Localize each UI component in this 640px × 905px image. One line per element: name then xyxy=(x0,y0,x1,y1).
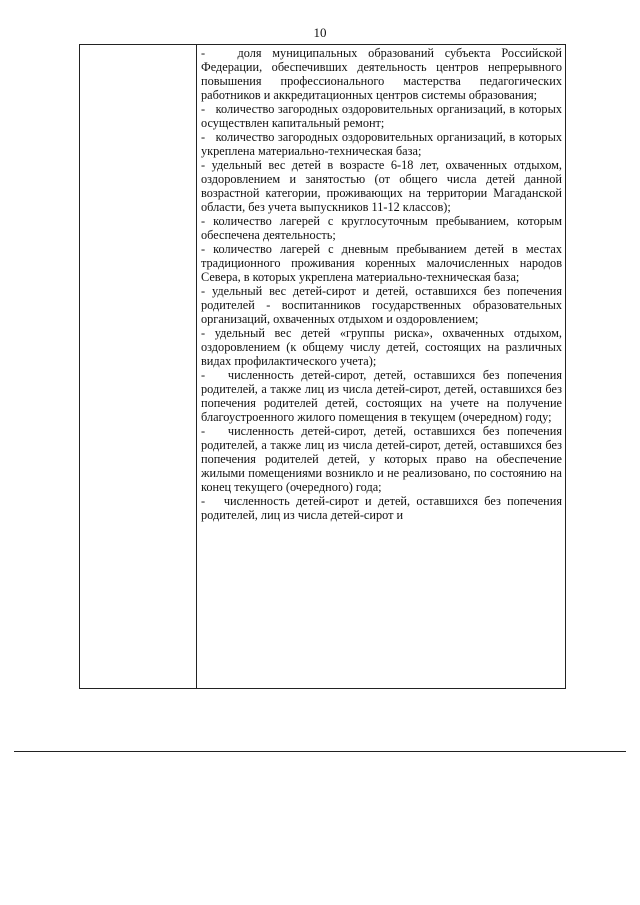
indicator-item: - численность детей-сирот, детей, оставшихся без попечения родителей, а также лиц из числа детей-сирот, детей, оставшихся без попечения родителей детей, состоящих на учете на получение благоустроенного жилого помещения в текущем (очередном) году; xyxy=(201,368,562,424)
indicators-table xyxy=(79,44,566,689)
indicator-item: - удельный вес детей в возрасте 6-18 лет, охваченных отдыхом, оздоровлением и занятостью (от общего числа детей данной возрастной категории, проживающих на территории Магаданской области, без учета выпускников 11-12 классов); xyxy=(201,158,562,214)
indicator-item: - количество загородных оздоровительных организаций, в которых осуществлен капитальный ремонт; xyxy=(201,102,562,130)
indicator-item: - численность детей-сирот и детей, оставшихся без попечения родителей, лиц из числа детей-сирот и xyxy=(201,494,562,522)
indicator-item: - численность детей-сирот, детей, оставшихся без попечения родителей, а также лиц из числа детей-сирот, детей, оставшихся без попечения родителей детей, у которых право на обеспечение жилыми помещениями возникло и не реализовано, по состоянию на конец текущего (очередного) года; xyxy=(201,424,562,494)
table-right-cell xyxy=(201,46,562,522)
indicator-item: - удельный вес детей-сирот и детей, оставшихся без попечения родителей - воспитанников государственных образовательных организаций, охваченных отдыхом и оздоровлением; xyxy=(201,284,562,326)
footer-divider xyxy=(14,751,626,752)
indicator-item: - количество загородных оздоровительных организаций, в которых укреплена материально-техническая база; xyxy=(201,130,562,158)
indicator-item: - доля муниципальных образований субъекта Российской Федерации, обеспечивших деятельность центров непрерывного повышения профессионального мастерства педагогических работников и аккредитационных центров системы образования; xyxy=(201,46,562,102)
table-left-cell xyxy=(80,45,197,688)
indicator-item: - удельный вес детей «группы риска», охваченных отдыхом, оздоровлением (к общему числу детей, состоящих на различных видах профилактического учета); xyxy=(201,326,562,368)
page-number: 10 xyxy=(313,25,327,40)
indicator-item: - количество лагерей с круглосуточным пребыванием, которым обеспечена деятельность; xyxy=(201,214,562,242)
indicator-item: - количество лагерей с дневным пребыванием детей в местах традиционного проживания коренных малочисленных народов Севера, в которых укреплена материально-техническая база; xyxy=(201,242,562,284)
